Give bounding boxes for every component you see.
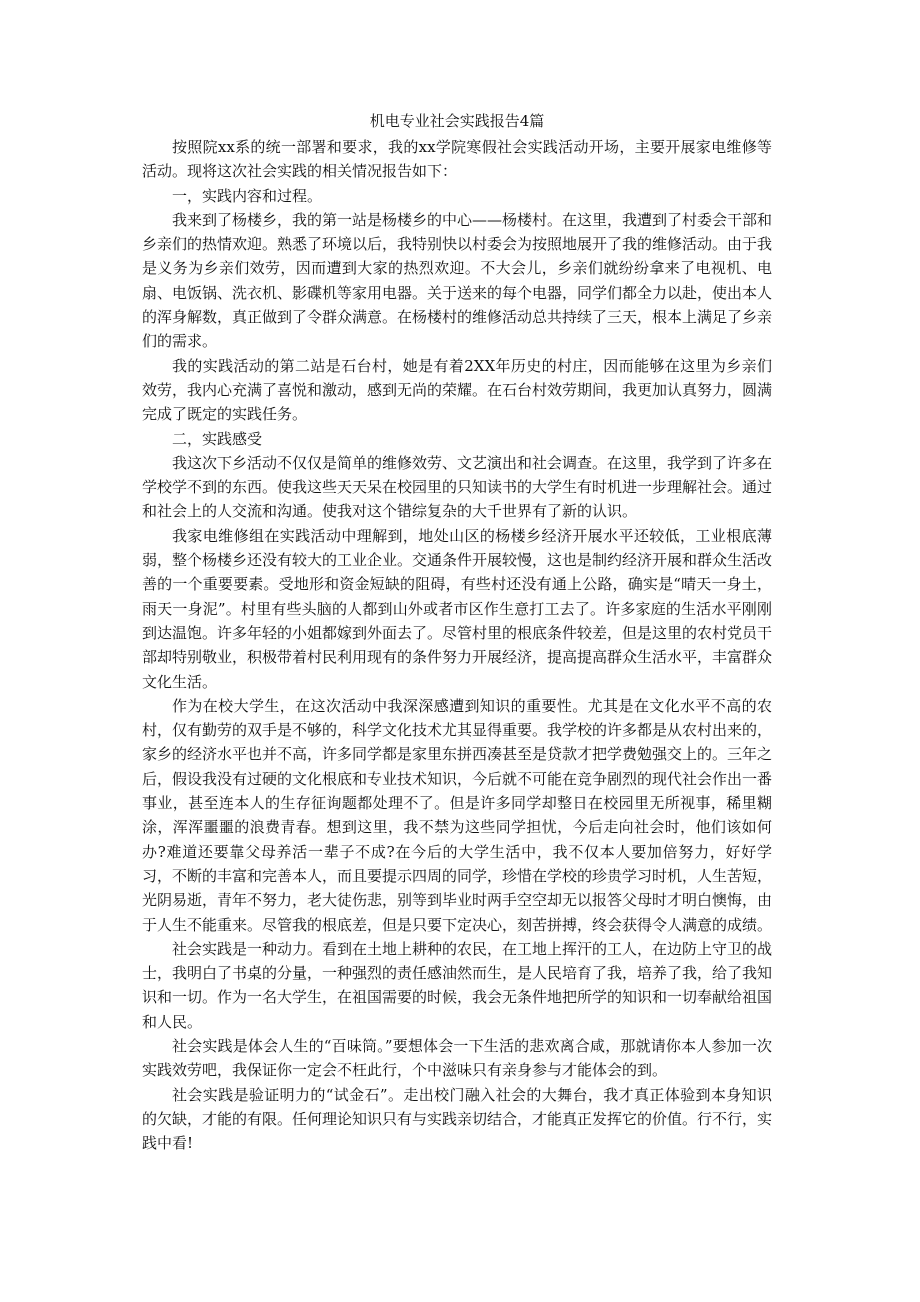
paragraph-practice-as-touchstone: 社会实践是验证明力的“试金石”。走出校门融入社会的大舞台，我才真正体验到本身知识的欠缺，才能的有限。任何理论知识只有与实践亲切结合，才能真正发挥它的价值。行不行，实践中看! <box>142 1085 773 1153</box>
paragraph-learning-society: 我这次下乡活动不仅仅是简单的维修效劳、文艺演出和社会调查。在这里，我学到了许多在学校学不到的东西。使我这些天天呆在校园里的只知读书的大学生有时机进一步理解社会。通过和社会上的人交流和沟通。使我对这个错综复杂的大千世界有了新的认识。 <box>142 453 773 521</box>
paragraph-shitai-village: 我的实践活动的第二站是石台村，她是有着2XX年历史的村庄，因而能够在这里为乡亲们效劳，我内心充满了喜悦和激动，感到无尚的荣耀。在石台村效劳期间，我更加认真努力，圆满完成了既定的实践任务。 <box>142 356 773 424</box>
intro-paragraph: 按照院xx系的统一部署和要求，我的xx学院寒假社会实践活动开场，主要开展家电维修等活动。现将这次社会实践的相关情况报告如下： <box>142 138 772 181</box>
paragraph-importance-of-knowledge: 作为在校大学生，在这次活动中我深深感遭到知识的重要性。尤其是在文化水平不高的农村，仅有勤劳的双手是不够的，科学文化技术尤其显得重要。我学校的许多都是从农村出来的，家乡的经济水平也并不高，许多同学都是家里东拼西凑甚至是贷款才把学费勉强交上的。三年之后，假设我没有过硬的文化根底和专业技术知识，今后就不可能在竞争剧烈的现代社会作出一番事业，甚至连本人的生存征询题都处理不了。但是许多同学却整日在校园里无所视事，稀里糊涂，浑浑噩噩的浪费青春。想到这里，我不禁为这些同学担忧，今后走向社会时，他们该如何办?难道还要靠父母养活一辈子不成?在今后的大学生活中，我不仅本人要加倍努力，好好学习，不断的丰富和完善本人，而且要提示四周的同学，珍惜在学校的珍贵学习时机，人生苦短，光阴易逝，青年不努力，老大徒伤悲，别等到毕业时两手空空却无以报答父母时才明白懊悔，由于人生不能重来。尽管我的根底差，但是只要下定决心，刻苦拼搏，终会获得令人满意的成绩。 <box>142 696 773 934</box>
paragraph-local-economy: 我家电维修组在实践活动中理解到，地处山区的杨楼乡经济开展水平还较低，工业根底薄弱，整个杨楼乡还没有较大的工业企业。交通条件开展较慢，这也是制约经济开展和群众生活改善的一个重要要素。受地形和资金短缺的阻碍，有些村还没有通上公路，确实是“晴天一身土，雨天一身泥”。村里有些头脑的人都到山外或者市区作生意打工去了。许多家庭的生活水平刚刚到达温饱。许多年轻的小姐都嫁到外面去了。尽管村里的根底条件较差，但是这里的农村党员干部却特别敬业，积极带着村民利用现有的条件努力开展经济，提高提高群众生活水平，丰富群众文化生活。 <box>142 526 773 691</box>
document-page <box>142 100 772 1155</box>
document-title: 机电专业社会实践报告4篇 <box>369 112 545 130</box>
section-heading-practice-content: 一，实践内容和过程。 <box>172 186 323 205</box>
section-heading-practice-feelings: 二，实践感受 <box>172 429 263 448</box>
paragraph-yanglou-village: 我来到了杨楼乡，我的第一站是杨楼乡的中心——杨楼村。在这里，我遭到了村委会干部和乡亲们的热情欢迎。熟悉了环境以后，我特别快以村委会为按照地展开了我的维修活动。由于我是义务为乡亲们效劳，因而遭到大家的热烈欢迎。不大会儿，乡亲们就纷纷拿来了电视机、电扇、电饭锅、洗衣机、影碟机等家用电器。关于送来的每个电器，同学们都全力以赴，使出本人的浑身解数，真正做到了令群众满意。在杨楼村的维修活动总共持续了三天，根本上满足了乡亲们的需求。 <box>142 210 773 351</box>
paragraph-practice-as-experience: 社会实践是体会人生的“百味筒。”要想体会一下生活的悲欢离合咸，那就请你本人参加一次实践效劳吧，我保证你一定会不枉此行，个中滋味只有亲身参与才能体会的到。 <box>142 1036 772 1080</box>
paragraph-practice-as-motivation: 社会实践是一种动力。看到在土地上耕种的农民，在工地上挥汗的工人，在边防上守卫的战士，我明白了书桌的分量，一种强烈的责任感油然而生，是人民培育了我，培养了我，给了我知识和一切。作为一名大学生，在祖国需要的时候，我会无条件地把所学的知识和一切奉献给祖国和人民。 <box>142 939 773 1031</box>
